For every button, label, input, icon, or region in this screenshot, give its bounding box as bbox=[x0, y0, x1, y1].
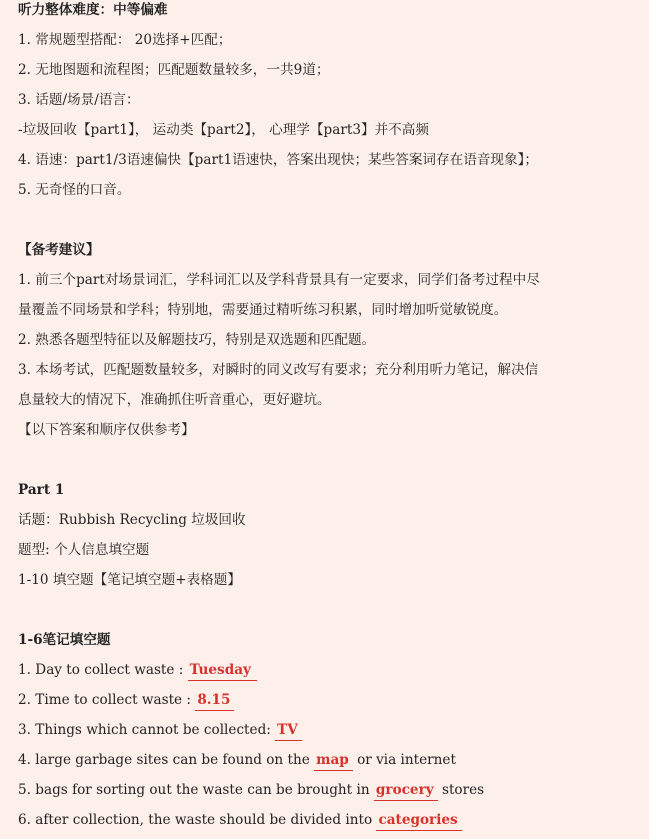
answer-blank: Tuesday bbox=[188, 661, 257, 681]
part1-title: Part 1 bbox=[18, 482, 65, 498]
difficulty-heading: 听力整体难度：中等偏难 bbox=[18, 2, 168, 18]
question-row bbox=[18, 780, 641, 801]
part1-type: 题型: 个人信息填空题 bbox=[18, 542, 150, 558]
advice-line: 2. 熟悉各题型特征以及解题技巧，特别是双选题和匹配题。 bbox=[18, 332, 376, 348]
overall-item: 2. 无地图题和流程图；匹配题数量较多，一共9道； bbox=[18, 62, 330, 78]
answer-blank: 8.15 bbox=[195, 691, 234, 711]
question-row bbox=[18, 690, 641, 711]
answer-blank: map bbox=[314, 751, 353, 771]
question-row bbox=[18, 720, 641, 741]
overall-item: 5. 无奇怪的口音。 bbox=[18, 182, 131, 198]
part1-topic: 话题：Rubbish Recycling 垃圾回收 bbox=[18, 512, 246, 528]
answer-blank: TV bbox=[275, 721, 302, 741]
question-text: 4. large garbage sites can be found on the bbox=[18, 752, 315, 768]
question-row bbox=[18, 810, 641, 831]
answer-blank: grocery bbox=[374, 781, 438, 801]
question-row bbox=[18, 750, 641, 771]
overall-item: 1. 常规题型搭配： 20选择+匹配； bbox=[18, 32, 232, 48]
section-heading: 1-6笔记填空题 bbox=[18, 632, 111, 648]
question-text: 2. Time to collect waste : bbox=[18, 692, 196, 708]
question-text: 5. bags for sorting out the waste can be brought in bbox=[18, 782, 374, 798]
advice-line: 息量较大的情况下，准确抓住听音重心，更好避坑。 bbox=[18, 392, 331, 408]
question-suffix: or via internet bbox=[352, 752, 456, 768]
part1-range: 1-10 填空题【笔记填空题+表格题】 bbox=[18, 572, 241, 588]
advice-heading: 【备考建议】 bbox=[18, 242, 100, 258]
reference-note: 【以下答案和顺序仅供参考】 bbox=[18, 422, 195, 438]
advice-line: 量覆盖不同场景和学科；特别地，需要通过精听练习积累，同时增加听觉敏锐度。 bbox=[18, 302, 508, 318]
overall-item: 3. 话题/场景/语言： bbox=[18, 92, 140, 108]
overall-item: -垃圾回收【part1】， 运动类【part2】， 心理学【part3】并不高频 bbox=[18, 122, 429, 138]
question-row bbox=[18, 660, 641, 681]
question-text: 3. Things which cannot be collected: bbox=[18, 722, 276, 738]
overall-item: 4. 语速：part1/3语速偏快【part1语速快，答案出现快；某些答案词存在语音现象】； bbox=[18, 152, 538, 168]
advice-line: 1. 前三个part对场景词汇，学科词汇以及学科背景具有一定要求，同学们备考过程中尽 bbox=[18, 272, 540, 288]
question-suffix: stores bbox=[437, 782, 485, 798]
advice-line: 3. 本场考试，匹配题数量较多，对瞬时的同义改写有要求；充分利用听力笔记，解决信 bbox=[18, 362, 539, 378]
question-text: 1. Day to collect waste : bbox=[18, 662, 188, 678]
question-text: 6. after collection, the waste should be divided into bbox=[18, 812, 377, 828]
answer-blank: categories bbox=[376, 811, 461, 831]
